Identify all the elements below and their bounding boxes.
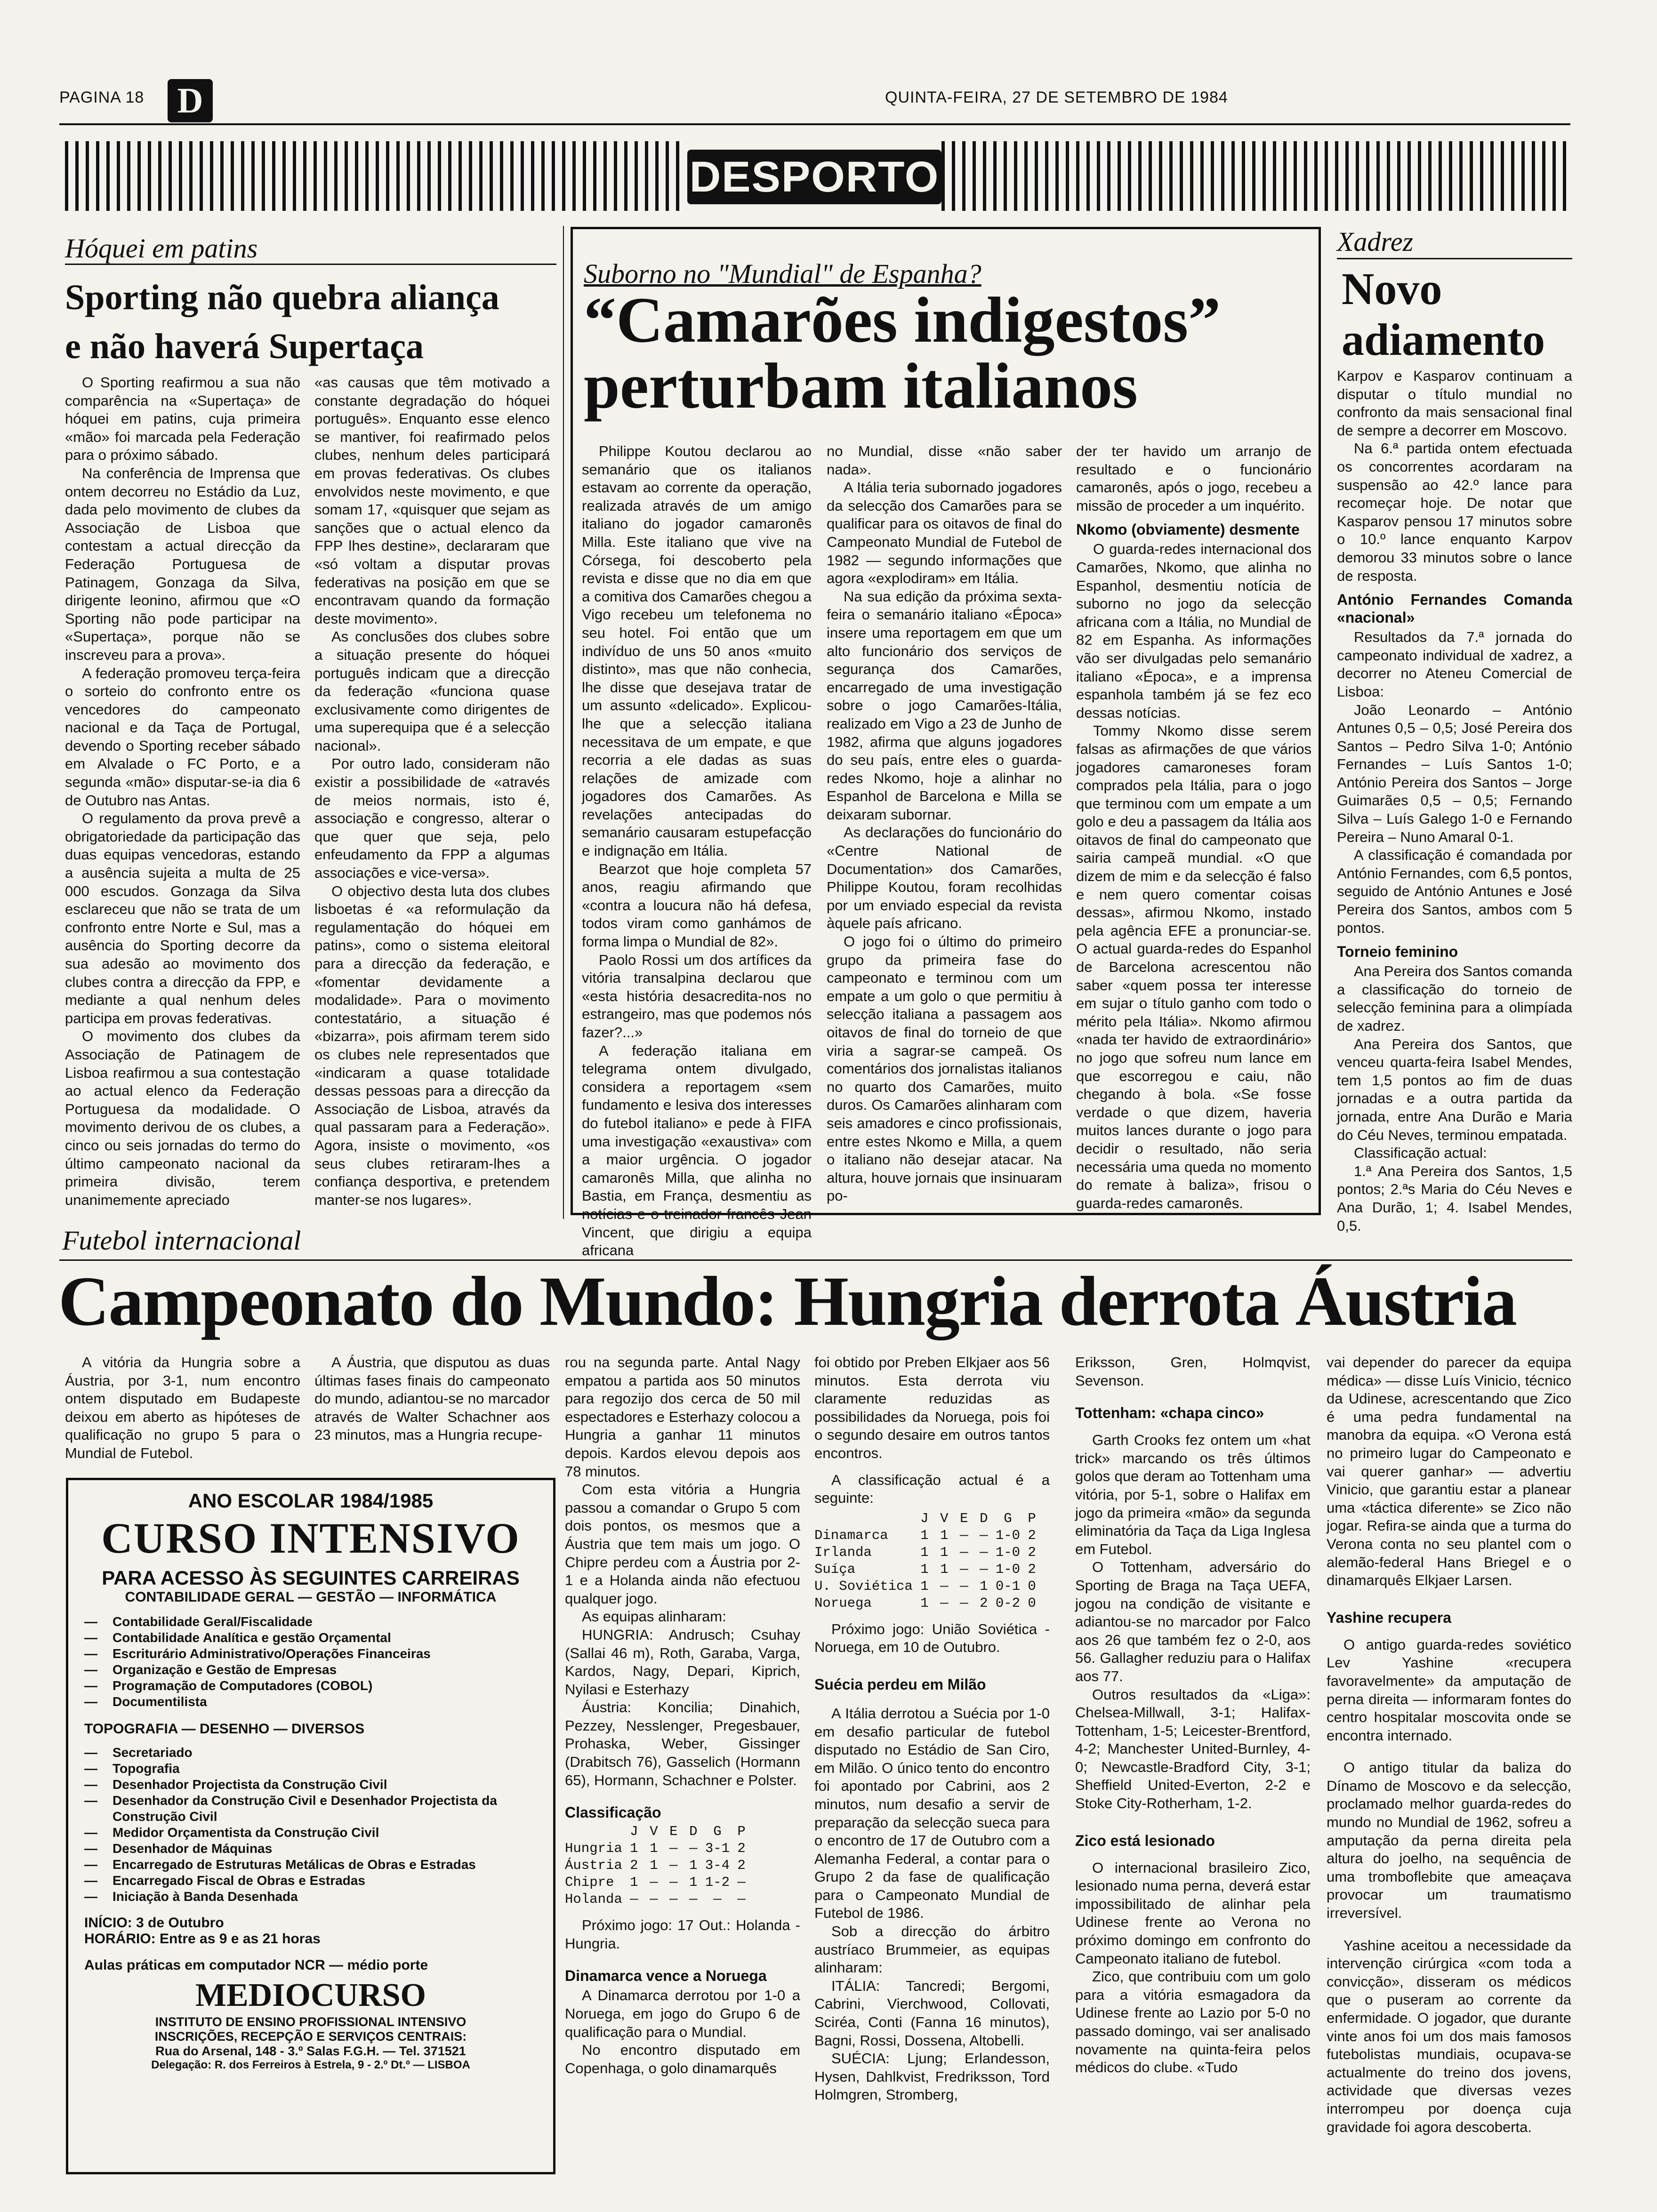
- article-paragraph: Classificação actual:: [1354, 1145, 1487, 1162]
- suborno-col3: [1076, 442, 1311, 1211]
- article-paragraph: SUÉCIA: Ljung; Erlandesson, Hysen, Dahlkvist, Fredriksson, Tord Holmgren, Stromberg,: [814, 2050, 1050, 2103]
- article-paragraph: A classificação é comandada por António Fernandes, com 6,5 pontos, seguido de António Antunes e José Pereira dos Santos, ambos com 5 pontos.: [1337, 847, 1572, 936]
- article-paragraph: Karpov e Kasparov continuam a disputar o título mundial no confronto da mais sensacional final de sempre a decorrer em Moscovo.: [1337, 368, 1572, 439]
- ad-sub2: CONTABILIDADE GERAL — GESTÃO — INFORMÁTICA: [125, 1589, 497, 1605]
- table-cell: Noruega: [814, 1595, 872, 1611]
- article-paragraph: A Itália derrotou a Suécia por 1-0 em desafio particular de futebol disputado no Estádio de San Ciro, em Milão. O único tento do encontro foi apontado por Cabrini, aos 2 minutos, num desafio a servir de preparação da selecção sueca para o encontro de 17 de Outubro com a Alemanha Federal, a contar para o Grupo 2 da fase de qualificação para o Campeonato Mundial de Futebol de 1986.: [814, 1705, 1050, 1922]
- table-cell: 3-1: [705, 1841, 730, 1857]
- xadrez-title-line2: adiamento: [1342, 314, 1545, 365]
- table-cell: —: [980, 1527, 988, 1543]
- table-cell: Suíça: [814, 1561, 856, 1577]
- table-cell: G: [1004, 1510, 1012, 1526]
- subhead: Nkomo (obviamente) desmente: [1076, 521, 1300, 538]
- table-cell: D: [980, 1510, 988, 1526]
- article-paragraph: vai depender do parecer da equipa médica» — disse Luís Vinicio, técnico da Udinese, acrescentando que Zico é uma pedra fundamental na manobra da equipa. «O Verona está no primeiro lugar do Campeonato e vai querer ganhar» — advertiu Vinicio, que garantiu estar a planear uma «táctica diferente» se Zico não jogar. Refira-se ainda que a turma do Verona conta no seu plantel com o alemão-federal Hans Briegel e o dinamarquês Elkjaer Larsen.: [1327, 1354, 1571, 1589]
- ad-sub3: TOPOGRAFIA — DESENHO — DIVERSOS: [84, 1721, 365, 1737]
- article-paragraph: O antigo guarda-redes soviético Lev Yashine «recupera favoravelmente» da amputação de perna direita — informaram fontes do centro hospitalar moscovita onde se encontra internado.: [1327, 1636, 1571, 1744]
- table-row: [814, 1527, 1044, 1544]
- suborno-col1: [582, 442, 812, 1259]
- table-cell: —: [960, 1527, 968, 1543]
- ad-brand: MEDIOCURSO: [195, 1977, 426, 2013]
- article-paragraph: Tommy Nkomo disse serem falsas as afirmações de que vários jogadores camaroneses foram comprados pela Itália, para o jogo que terminou com um empate a um golo e deu a passagem da Itália aos oitavos de final do campeonato que sairia campeã mundial. «O que dizem de mim e da selecção é falso e nem quero comentar coisas dessas», afirmou Nkomo, instado pela agência EFE a pronunciar-se. O actual guarda-redes do Espanhol de Barcelona acrescentou não saber «quem possa ter interesse em sujar o título ganho com todo o mérito pela Itália». Nkomo afirmou «nada ter havido de extraordinário» no jogo que sofreu num lance em que escorregou e caiu, não chegando à bola. «Se fosse verdade o que dizem, haveria muitos lances durante o jogo para decidir o resultado, não seria necessária uma queda no momento do remate à baliza», frisou o guarda-redes camaronês.: [1076, 722, 1311, 1211]
- table-cell: 1-0: [995, 1561, 1021, 1577]
- article-paragraph: O antigo titular da baliza do Dínamo de Moscovo e da selecção, proclamado melhor guarda-redes do mundo no Mundial de 1962, sofreu a amputação da perna direita pela altura do joelho, na sequência de uma tromboflebite que ameaçava provocar um traumatismo irreversível.: [1327, 1759, 1571, 1922]
- list-item: — Encarregado de Estruturas Metálicas de Obras e Estradas: [84, 1857, 537, 1873]
- table-cell: 0: [1028, 1578, 1036, 1594]
- table-row: [565, 1857, 753, 1874]
- subhead: Tottenham: «chapa cinco»: [1075, 1404, 1264, 1422]
- table-cell: Irlanda: [814, 1544, 872, 1560]
- ad-morada: Rua do Arsenal, 148 - 3.º Salas F.G.H. — Tel. 371521: [155, 2044, 466, 2058]
- table-cell: E: [960, 1510, 968, 1526]
- futebol-kicker: Futebol internacional: [62, 1225, 301, 1256]
- hoquei-kicker: Hóquei em patins: [65, 233, 258, 264]
- table-row: [814, 1578, 1044, 1595]
- article-paragraph: Bearzot que hoje completa 57 anos, reagiu afirmando que «contra a loucura não há defesa, todos viram como ganhámos de forma limpa o Mundial de 82».: [582, 860, 812, 950]
- ad-list2: [84, 1745, 537, 1905]
- table-header-row: [565, 1823, 753, 1840]
- article-paragraph: A federação italiana em telegrama ontem divulgado, considera a reportagem «sem fundamento e lesiva dos interesses do futebol italiano» e pede à FIFA uma investigação «exaustiva» com a maior urgência. O jogador camaronês Milla, que alinha no Bastia, em França, desmentiu as notícias e o treinador francês Jean Vincent, que dirigiu a equipa africana: [582, 1042, 812, 1259]
- article-paragraph: O internacional brasileiro Zico, lesionado numa perna, deverá estar impossibilitado de alinhar pela Udinese frente ao Verona no próximo domingo em confronto do Campeonato italiano de futebol.: [1075, 1859, 1311, 1967]
- article-paragraph: As equipas alinharam:: [582, 1608, 726, 1625]
- hoquei-col1: [65, 374, 300, 1207]
- article-paragraph: O regulamento da prova prevê a obrigatoriedade da participação das duas equipas vencedoras, estando a ausência sujeita a multa de 25 000 escudos. Gonzaga da Silva esclareceu que não se trata de um confronto entre Norte e Sul, mas a ausência do Sporting decorre da sua adesão ao movimento dos clubes contra a direcção da FPP, e mediante a qual nenhum deles participa em provas federativas.: [65, 810, 300, 1026]
- article-paragraph: Com esta vitória a Hungria passou a comandar o Grupo 5 com dois pontos, os mesmos que a Áustria que tem mais um jogo. O Chipre perdeu com a Áustria por 2-1 e a Holanda ainda não efectuou qualquer jogo.: [565, 1481, 800, 1607]
- table-cell: 2: [980, 1595, 988, 1611]
- article-paragraph: Na sua edição da próxima sexta-feira o semanário italiano «Época» insere uma reportagem em que um alto funcionário dos serviços de segurança dos Camarões, encarregado de uma investigação sobre o jogo Camarões-Itália, realizado em Vigo a 23 de Junho de 1982, afirma que alguns jogadores do seu país, entre eles o guarda-redes Nkomo, hoje a alinhar no Espanhol de Barcelona e Milla se deixaram subornar.: [827, 588, 1062, 823]
- suborno-title-line2: perturbam italianos: [584, 350, 1138, 422]
- table-cell: 1-0: [995, 1544, 1021, 1560]
- table-cell: 1: [920, 1595, 929, 1611]
- subhead: Yashine recupera: [1327, 1609, 1452, 1626]
- table-cell: —: [650, 1875, 658, 1891]
- suborno-col2: [827, 442, 1062, 1205]
- table-row: [565, 1840, 753, 1857]
- article-paragraph: ITÁLIA: Tancredi; Bergomi, Cabrini, Vierchwood, Collovati, Sciréa, Conti (Fanna 16 minutos), Bagni, Rossi, Dossena, Altobelli.: [814, 1977, 1050, 2049]
- ad-horario: HORÁRIO: Entre as 9 e as 21 horas: [84, 1931, 321, 1947]
- article-paragraph: O jogo foi o último do primeiro grupo da primeira fase do campeonato e terminou com um empate a um golo o que permitiu à selecção italiana a passagem aos oitavos de final do torneio de que viria a sagrar-se campeã. Os comentários dos jornalistas italianos no quarto dos Camarões, muito duros. Os Camarões alinharam com seis amadores e cinco profissionais, entre estes Nkomo e Milla, a quem o italiano não desejar atacar. Na altura, houve jornais que insinuaram po-: [827, 933, 1062, 1204]
- table-cell: 2: [1028, 1527, 1036, 1543]
- table-cell: 2: [630, 1858, 638, 1874]
- article-paragraph: Eriksson, Gren, Holmqvist, Sevenson.: [1075, 1354, 1311, 1389]
- section-title-text: DESPORTO: [689, 153, 940, 201]
- table-cell: 2: [1028, 1561, 1036, 1577]
- header-rule: [59, 123, 1570, 125]
- hoquei-title: [65, 273, 559, 371]
- table-row: [814, 1595, 1044, 1612]
- list-item: — Topografia: [84, 1761, 537, 1777]
- list-item: — Encarregado Fiscal de Obras e Estradas: [84, 1873, 537, 1889]
- table-cell: —: [669, 1841, 678, 1857]
- article-paragraph: A vitória da Hungria sobre a Áustria, por 3-1, num encontro ontem disputado em Budapeste deixou em aberto as hipóteses de qualificação no grupo 5 para o Mundial de Futebol.: [65, 1354, 300, 1461]
- ad-year: ANO ESCOLAR 1984/1985: [188, 1490, 434, 1512]
- page-number: PAGINA 18: [59, 88, 145, 106]
- article-paragraph: Áustria: Koncilia; Dinahich, Pezzey, Nesslenger, Pregesbauer, Prohaska, Weber, Gissinger (Drabitsch 76), Gasselich (Hormann 65), Hormann, Schachner e Polster.: [565, 1699, 800, 1788]
- table-cell: Dinamarca: [814, 1527, 888, 1543]
- page-date: QUINTA-FEIRA, 27 DE SETEMBRO DE 1984: [885, 88, 1228, 106]
- futebol-col2: [314, 1354, 550, 1444]
- article-paragraph: No encontro disputado em Copenhaga, o golo dinamarquês: [565, 2042, 800, 2076]
- article-paragraph: João Leonardo – António Antunes 0,5 – 0,5; José Pereira dos Santos – Pedro Silva 1-0; António Fernandes – Luís Santos 1-0; António Pereira dos Santos – Jorge Guimarães 0,5 – 0,5; Fernando Silva – Luís Galego 1-0 e Fernando Pereira – Nuno Amaral 0-1.: [1337, 701, 1572, 845]
- table-cell: 2: [737, 1858, 746, 1874]
- table-cell: D: [689, 1824, 698, 1840]
- article-paragraph: As declarações do funcionário do «Centre National de Documentation» dos Camarões, Philippe Koutou, foram recolhidas por um enviado especial da revista àquele país africano.: [827, 824, 1062, 932]
- table-cell: 1: [920, 1527, 929, 1543]
- standings-table-group5: [565, 1823, 753, 1908]
- table-cell: 0: [1028, 1595, 1036, 1611]
- ad-sub1: PARA ACESSO ÀS SEGUINTES CARREIRAS: [102, 1567, 520, 1589]
- table-cell: Hungria: [565, 1841, 622, 1857]
- table-cell: 1: [689, 1875, 698, 1891]
- list-item: — Desenhador da Construção Civil e Desenhador Projectista da Construção Civil: [84, 1793, 537, 1825]
- table-cell: E: [669, 1824, 678, 1840]
- table-cell: —: [960, 1595, 968, 1611]
- article-paragraph: no Mundial, disse «não saber nada».: [827, 443, 1062, 478]
- list-item: — Iniciação à Banda Desenhada: [84, 1889, 537, 1905]
- table-cell: —: [737, 1891, 746, 1907]
- futebol-headline: Campeonato do Mundo: Hungria derrota Áustria: [58, 1262, 1516, 1340]
- futebol-col1: [65, 1354, 300, 1463]
- section-stripes-left: [65, 141, 686, 211]
- article-paragraph: Por outro lado, consideram não existir a possibilidade de «através de meios normais, isto é, associação e congresso, alterar o que quer que seja, pelo enfeudamento da FPP a algumas associações e vice-versa».: [314, 755, 550, 882]
- table-cell: —: [689, 1841, 698, 1857]
- suborno-title-line1: “Camarões indigestos”: [584, 284, 1221, 356]
- table-cell: 0-1: [995, 1578, 1021, 1594]
- list-item: — Programação de Computadores (COBOL): [84, 1678, 537, 1694]
- table-cell: Chipre: [565, 1875, 614, 1891]
- table-header-row: [814, 1510, 1044, 1527]
- subhead: Torneio feminino: [1337, 943, 1458, 961]
- article-paragraph: A Dinamarca derrotou por 1-0 a Noruega, em jogo do Grupo 6 de qualificação para o Mundial.: [565, 1987, 800, 2040]
- article-paragraph: A federação promoveu terça-feira o sorteio do confronto entre os vencedores do campeonato nacional e da Taça de Portugal, devendo o Sporting receber sábado em Alvalade o FC Porto, e a segunda «mão» disputar-se-ia dia 6 de Outubro nas Antas.: [65, 665, 300, 809]
- futebol-col5: [1075, 1354, 1311, 2205]
- futebol-col4: [814, 1354, 1050, 2205]
- article-paragraph: Sob a direcção do árbitro austríaco Brummeier, as equipas alinharam:: [814, 1923, 1050, 1976]
- table-cell: —: [669, 1891, 678, 1907]
- table-cell: 1-0: [995, 1527, 1021, 1543]
- table-cell: 1: [630, 1875, 638, 1891]
- table-cell: 1: [980, 1578, 988, 1594]
- suborno-title: [584, 284, 1309, 422]
- table-cell: —: [689, 1891, 698, 1907]
- article-paragraph: foi obtido por Preben Elkjaer aos 56 minutos. Esta derrota viu claramente reduzidas as possibilidades da Noruega, pois foi o segundo desaire em outros tantos encontros.: [814, 1354, 1050, 1461]
- table-cell: U. Soviética: [814, 1578, 913, 1594]
- table-cell: G: [713, 1824, 722, 1840]
- section-stripes-right: [941, 141, 1572, 211]
- table-cell: —: [940, 1578, 949, 1594]
- subhead: Dinamarca vence a Noruega: [565, 1967, 767, 1985]
- article-paragraph: O guarda-redes internacional dos Camarões, Nkomo, que alinha no Espanhol, desmentiu notícia de suborno no jogo da selecção africana com a Itália, no Mundial de 82 em Espanha. As informações vão ser divulgadas pelo semanário italiano «Época», e a imprensa espanhola também já se fez eco dessas notícias.: [1076, 541, 1311, 721]
- table-cell: 1: [630, 1841, 638, 1857]
- article-paragraph: Ana Pereira dos Santos comanda a classificação do torneio de selecção feminina para a olimpíada de xadrez.: [1337, 963, 1572, 1034]
- table-cell: J: [630, 1824, 638, 1840]
- ad-delegacao: Delegação: R. dos Ferreiros à Estrela, 9 - 2.º Dt.º — LISBOA: [151, 2059, 470, 2071]
- article-paragraph: O Tottenham, adversário do Sporting de Braga na Taça UEFA, jogou na condição de visitante e adiantou-se no marcador por Falco aos 26 que também fez o 2-0, aos 56. Gallagher reduziu para o Halifax aos 77.: [1075, 1559, 1311, 1684]
- article-paragraph: Zico, que contribuiu com um golo para a vitória esmagadora da Udinese frente ao Lazio por 5-0 no passado domingo, vai ser analisado novamente na quinta-feira pelos médicos do clube. «Tudo: [1075, 1968, 1311, 2076]
- list-item: — Contabilidade Geral/Fiscalidade: [84, 1614, 537, 1630]
- article-paragraph: Philippe Koutou declarou ao semanário que os italianos estavam ao corrente da operação, realizada através de um amigo italiano do jogador camaronês Milla. Este italiano que vive na Córsega, foi descoberto pela revista e disse que no dia em que a comitiva dos Camarões chegou a Vigo recebeu um telefonema no seu hotel. Foi então que um indivíduo de uns 50 anos «muito distinto», mas que não conhecia, lhe disse que desejava tratar de um assunto «delicado». Explicou-lhe que a selecção italiana necessitava de um empate, e que recorria a ele dadas as suas relações de amizade com jogadores dos Camarões. As revelações antecipadas do semanário causaram estupefacção e indignação em Itália.: [582, 443, 812, 859]
- article-paragraph: A Itália teria subornado jogadores da selecção dos Camarões para se qualificar para os oitavos de final do Campeonato Mundial de Futebol de 1982 — segundo informações que agora «explodiram» em Itália.: [827, 479, 1062, 587]
- table-cell: —: [737, 1875, 746, 1891]
- masthead-logo: D: [168, 79, 213, 122]
- suborno-kicker: Suborno no "Mundial" de Espanha?: [584, 258, 981, 289]
- list-item: — Escriturário Administrativo/Operações Financeiras: [84, 1646, 537, 1662]
- hoquei-col2: [314, 374, 550, 1207]
- table-cell: —: [650, 1891, 658, 1907]
- standings-table-group6: [814, 1510, 1044, 1612]
- article-paragraph: 1.ª Ana Pereira dos Santos, 1,5 pontos; 2.ªs Maria do Céu Neves e Ana Durão, 1; 4. Isabel Mendes, 0,5.: [1337, 1162, 1572, 1234]
- article-paragraph: O objectivo desta luta dos clubes lisboetas é «a reformulação da regulamentação do hóquei em patins», como o sistema eleitoral para a direcção da federação, e «fomentar devidamente a modalidade». Para o movimento contestatário, a situação é «bizarra», pois afirmam terem sido os clubes nele representados que «indicaram a quase totalidade dessas pessoas para a direcção da Associação de Lisboa, através da qual passaram para a Federação». Agora, insiste o movimento, «os seus clubes retiraram-lhes a confiança desportiva, e pretendem manter-se nos lugares».: [314, 882, 550, 1208]
- article-paragraph: Na 6.ª partida ontem efectuada os concorrentes acordaram na suspensão ao 42.º lance para recomeçar hoje. De notar que Kasparov pensou 17 minutos sobre o 10.º lance enquanto Karpov demorou 33 minutos sobre o lance de resposta.: [1337, 440, 1572, 584]
- article-paragraph: Próximo jogo: 17 Out.: Holanda - Hungria.: [565, 1917, 800, 1952]
- table-cell: 1: [920, 1561, 929, 1577]
- table-cell: 1: [689, 1858, 698, 1874]
- table-cell: 0-2: [995, 1595, 1021, 1611]
- ad-list1: [84, 1614, 537, 1710]
- ad-title: CURSO INTENSIVO: [101, 1514, 520, 1562]
- table-cell: Áustria: [565, 1858, 622, 1874]
- list-item: — Secretariado: [84, 1745, 537, 1761]
- table-cell: —: [630, 1891, 638, 1907]
- list-item: — Documentilista: [84, 1694, 537, 1710]
- table-cell: 1: [940, 1527, 949, 1543]
- table-row: [814, 1544, 1044, 1561]
- table-cell: 1-2: [705, 1875, 730, 1891]
- article-paragraph: Yashine aceitou a necessidade da intervenção cirúrgica «com toda a convicção», disseram os médicos que o puseram ao corrente da enfermidade. O jogador, que durante vinte anos foi um dos mais famosos futebolistas mundiais, ocupava-se actualmente do treino dos jovens, actividade que diversas vezes interrompeu por doença cuja gravidade foi agora descoberta.: [1327, 1937, 1571, 2135]
- table-row: [565, 1891, 753, 1908]
- xadrez-title: [1342, 264, 1572, 365]
- xadrez-kicker: Xadrez: [1337, 226, 1414, 257]
- subhead: Classificação: [565, 1804, 661, 1821]
- column-divider: [563, 226, 564, 1219]
- hoquei-kicker-rule: [65, 264, 556, 265]
- futebol-col6: [1327, 1354, 1571, 2205]
- table-cell: 1: [940, 1544, 949, 1560]
- futebol-kicker-rule: [59, 1259, 1572, 1261]
- table-cell: 2: [737, 1841, 746, 1857]
- table-cell: —: [980, 1544, 988, 1560]
- table-cell: P: [1028, 1510, 1036, 1526]
- ad-inscr: INSCRIÇÕES, RECEPÇÃO E SERVIÇOS CENTRAIS:: [154, 2029, 467, 2044]
- article-paragraph: Garth Crooks fez ontem um «hat trick» marcando os três últimos golos que deram ao Tottenham uma vitória, por 5-1, sobre o Halifax em jogo da primeira «mão» da segunda eliminatória da Taça da Liga Inglesa em Futebol.: [1075, 1432, 1311, 1557]
- table-cell: Holanda: [565, 1891, 622, 1907]
- ad-inst: INSTITUTO DE ENSINO PROFISSIONAL INTENSIVO: [155, 2015, 467, 2029]
- table-cell: —: [960, 1544, 968, 1560]
- subhead: Zico está lesionado: [1075, 1832, 1215, 1849]
- table-cell: 1: [650, 1841, 658, 1857]
- article-paragraph: Ana Pereira dos Santos, que venceu quarta-feira Isabel Mendes, tem 1,5 pontos ao fim de duas jornadas e a outra partida da jornada, entre Ana Durão e Maria do Céu Neves, terminou empatada.: [1337, 1035, 1572, 1143]
- article-paragraph: Na conferência de Imprensa que ontem decorreu no Estádio da Luz, dada pelo movimento de clubes da Associação de Lisboa que contestam a actual direcção da Federação Portuguesa de Patinagem, Gonzaga da Silva, dirigente leonino, afirmou que «O Sporting não pode participar na «Supertaça», porque não se inscreveu para a prova».: [65, 465, 300, 663]
- article-paragraph: Paolo Rossi um dos artífices da vitória transalpina declarou que «esta história desacredita-nos no estrangeiro, mas que podemos nós fazer?...»: [582, 951, 812, 1041]
- ad-inicio: INÍCIO: 3 de Outubro: [84, 1915, 224, 1931]
- list-item: — Desenhador de Máquinas: [84, 1841, 537, 1857]
- article-paragraph: O Sporting reafirmou a sua não comparência na «Supertaça» de hóquei em patins, cuja primeira «mão» foi marcada pela Federação para o próximo sábado.: [65, 374, 300, 464]
- table-cell: V: [650, 1824, 658, 1840]
- table-cell: J: [920, 1510, 929, 1526]
- table-cell: —: [960, 1578, 968, 1594]
- article-paragraph: Próximo jogo: União Soviética - Noruega, em 10 de Outubro.: [814, 1620, 1050, 1656]
- table-cell: —: [669, 1858, 678, 1874]
- table-row: [565, 1874, 753, 1891]
- table-cell: 1: [650, 1858, 658, 1874]
- article-paragraph: Outros resultados da «Liga»: Chelsea-Millwall, 3-1; Halifax-Tottenham, 1-5; Leicester-Brentford, 4-2; Manchester United-Burnley, 4-0; Newcastle-Bradford City, 3-1; Sheffield United-Everton, 2-2 e Stoke City-Rotherham, 1-2.: [1075, 1686, 1311, 1812]
- table-cell: —: [980, 1561, 988, 1577]
- list-item: — Contabilidade Analítica e gestão Orçamental: [84, 1630, 537, 1646]
- table-cell: 1: [940, 1561, 949, 1577]
- table-cell: —: [940, 1595, 949, 1611]
- article-paragraph: Resultados da 7.ª jornada do campeonato individual de xadrez, a decorrer no Ateneu Comercial de Lisboa:: [1337, 629, 1572, 700]
- table-cell: —: [713, 1891, 722, 1907]
- table-row: [814, 1561, 1044, 1578]
- subhead: António Fernandes Comanda «nacional»: [1337, 591, 1572, 626]
- table-cell: —: [669, 1875, 678, 1891]
- article-paragraph: der ter havido um arranjo de resultado e o funcionário camaronês, após o jogo, recebeu a missão de proceder a um inquérito.: [1076, 443, 1311, 514]
- table-cell: 1: [920, 1578, 929, 1594]
- table-cell: 2: [1028, 1544, 1036, 1560]
- futebol-col3: [565, 1354, 800, 2205]
- article-paragraph: As conclusões dos clubes sobre a situação presente do hóquei português indicam que a direcção da federação «funciona quase exclusivamente como dirigentes de uma superequipa que é a selecção nacional».: [314, 628, 550, 754]
- table-cell: V: [940, 1510, 949, 1526]
- article-paragraph: O movimento dos clubes da Associação de Patinagem de Lisboa reafirmou a sua contestação ao actual elenco da Federação Portuguesa da modalidade. O movimento derivou de os clubes, a cinco ou seis jornadas do termo do último campeonato nacional da primeira divisão, terem unanimemente apreciado: [65, 1028, 300, 1208]
- xadrez-title-line1: Novo: [1342, 264, 1442, 314]
- table-cell: 1: [920, 1544, 929, 1560]
- table-cell: P: [737, 1824, 746, 1840]
- article-paragraph: rou na segunda parte. Antal Nagy empatou a partida aos 50 minutos para regozijo dos cerca de 50 mil espectadores e Esterhazy colocou a Hungria a ganhar 11 minutos depois. Kardos elevou depois aos 78 minutos.: [565, 1354, 800, 1480]
- hoquei-title-line1: Sporting não quebra aliança: [65, 278, 499, 317]
- subhead: Suécia perdeu em Milão: [814, 1675, 986, 1693]
- article-paragraph: HUNGRIA: Andrusch; Csuhay (Sallai 46 m), Roth, Garaba, Varga, Kardos, Nagy, Depari, Kiprich, Nyilasi e Esterhazy: [565, 1626, 800, 1698]
- ad-box: [66, 1478, 555, 2174]
- xadrez-kicker-rule: [1337, 258, 1572, 259]
- article-paragraph: A classificação actual é a seguinte:: [814, 1471, 1050, 1507]
- table-cell: [814, 1510, 917, 1527]
- table-cell: 3-4: [705, 1858, 730, 1874]
- table-cell: [565, 1823, 626, 1840]
- table-cell: —: [960, 1561, 968, 1577]
- list-item: — Desenhador Projectista da Construção Civil: [84, 1777, 537, 1793]
- article-paragraph: A Áustria, que disputou as duas últimas fases finais do campeonato do mundo, adiantou-se no marcador através de Walter Schachner aos 23 minutos, mas a Hungria recupe-: [314, 1354, 550, 1443]
- ad-aulas: Aulas práticas em computador NCR — médio porte: [84, 1957, 428, 1973]
- xadrez-body: [1337, 367, 1572, 1234]
- list-item: — Organização e Gestão de Empresas: [84, 1662, 537, 1678]
- article-paragraph: «as causas que têm motivado a constante degradação do hóquei português». Enquanto esse elenco se mantiver, foi reafirmado pelos clubes, nenhum deles participará em provas federativas. Os clubes envolvidos neste movimento, e que somam 17, «quisquer que sejam as sanções que o actual elenco da FPP lhes destine», declararam que «só voltam a disputar provas federativas na posição em que se encontravam quando da formação deste movimento».: [314, 374, 550, 627]
- list-item: — Medidor Orçamentista da Construção Civil: [84, 1825, 537, 1841]
- hoquei-title-line2: e não haverá Supertaça: [65, 327, 424, 366]
